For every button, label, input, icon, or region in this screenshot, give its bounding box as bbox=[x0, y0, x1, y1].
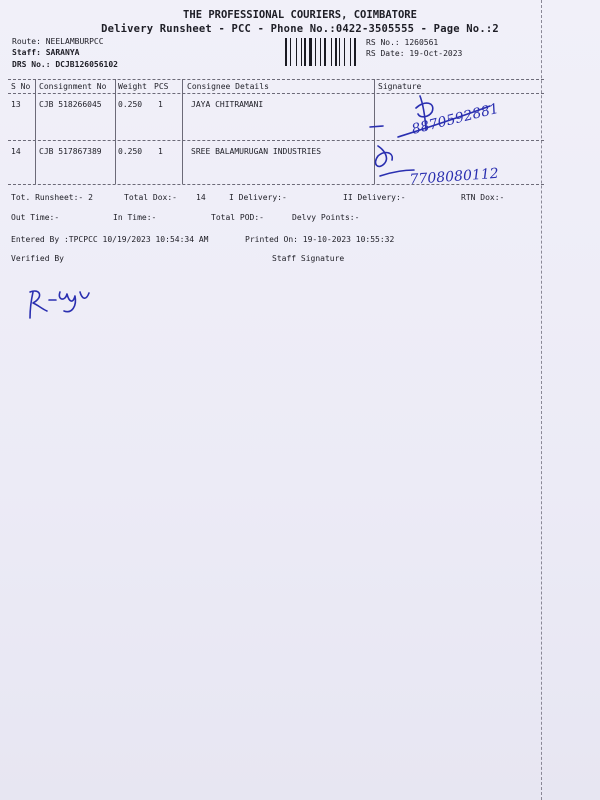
total-runsheet: Tot. Runsheet:- 2 bbox=[11, 193, 93, 202]
entered-by: Entered By :TPCPCC 10/19/2023 10:54:34 AM bbox=[11, 235, 209, 244]
route-label: Route: bbox=[12, 37, 41, 46]
staff-label: Staff: bbox=[12, 48, 41, 57]
row-sno: 14 bbox=[11, 147, 21, 156]
row-pcs: 1 bbox=[158, 100, 163, 109]
header-consignee: Consignee Details bbox=[187, 82, 269, 91]
header-signature: Signature bbox=[378, 82, 422, 91]
header-sno: S No bbox=[11, 82, 31, 91]
delvy-points: Delvy Points:- bbox=[292, 213, 360, 222]
rs-date: RS Date: 19-Oct-2023 bbox=[366, 49, 463, 58]
row-sno: 13 bbox=[11, 100, 21, 109]
handwritten-phone: 8870592881 bbox=[410, 100, 501, 138]
header-weight: Weight bbox=[118, 82, 147, 91]
staff-signature-label: Staff Signature bbox=[272, 254, 345, 263]
signature-mark bbox=[376, 146, 393, 166]
row-consignment: CJB 518266045 bbox=[39, 100, 102, 109]
i-delivery: I Delivery:- bbox=[229, 193, 287, 202]
verified-signature bbox=[59, 292, 75, 312]
rtn-dox: RTN Dox:- bbox=[461, 193, 505, 202]
total-dox-value: 14 bbox=[196, 193, 206, 202]
drs-value: DCJB126056102 bbox=[55, 60, 118, 69]
verified-signature bbox=[30, 291, 47, 318]
printed-on: Printed On: 19-10-2023 10:55:32 bbox=[245, 235, 395, 244]
total-pod: Total POD:- bbox=[211, 213, 264, 222]
header-pcs: PCS bbox=[154, 82, 169, 91]
signature-mark bbox=[370, 126, 383, 127]
rs-number: RS No.: 1260561 bbox=[366, 38, 439, 47]
row-weight: 0.250 bbox=[118, 147, 143, 156]
company-title: THE PROFESSIONAL COURIERS, COIMBATORE bbox=[183, 9, 417, 21]
route-value: NEELAMBURPCC bbox=[45, 37, 104, 46]
out-time: Out Time:- bbox=[11, 213, 60, 222]
in-time: In Time:- bbox=[113, 213, 157, 222]
row-consignee: SREE BALAMURUGAN INDUSTRIES bbox=[191, 147, 322, 156]
staff-value: SARANYA bbox=[45, 48, 80, 57]
verified-signature bbox=[80, 292, 89, 298]
ii-delivery: II Delivery:- bbox=[343, 193, 406, 202]
row-pcs: 1 bbox=[158, 147, 163, 156]
header-consignment: Consignment No bbox=[39, 82, 107, 91]
row-consignment: CJB 517867389 bbox=[39, 147, 102, 156]
verified-by-label: Verified By bbox=[11, 254, 64, 263]
handwritten-phone: 7708080112 bbox=[409, 165, 500, 188]
drs-label: DRS No.: bbox=[12, 60, 51, 69]
row-consignee: JAYA CHITRAMANI bbox=[191, 100, 264, 109]
total-dox-label: Total Dox:- bbox=[124, 193, 177, 202]
row-weight: 0.250 bbox=[118, 100, 143, 109]
runsheet-header: Delivery Runsheet - PCC - Phone No.:0422-3505555 - Page No.:2 bbox=[101, 23, 499, 35]
